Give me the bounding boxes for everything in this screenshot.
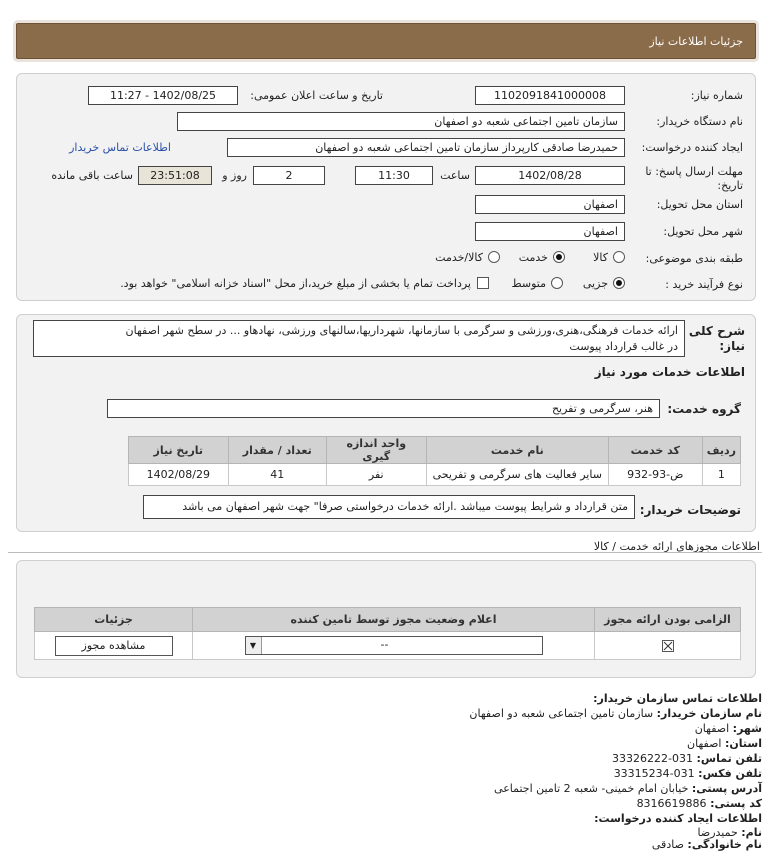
view-permit-button[interactable]: مشاهده مجوز (55, 636, 173, 656)
need-info-panel (16, 73, 756, 301)
contact-phone-value: 031-33326222 (612, 752, 694, 765)
cell-name: سایر فعالیت های سرگرمی و تفریحی (426, 464, 608, 486)
chevron-down-icon[interactable]: ▼ (246, 637, 262, 654)
cell-date: 1402/08/29 (128, 464, 228, 486)
creator-last-name-value: صادقی (651, 838, 684, 851)
col-date: تاریخ نیاز (128, 437, 228, 464)
contact-org (469, 707, 762, 720)
col-code: کد خدمت (608, 437, 702, 464)
cell-qty: 41 (228, 464, 326, 486)
need-details-panel (16, 314, 756, 532)
service-group-label: گروه خدمت: (667, 402, 741, 416)
treasury-text: پرداخت تمام یا بخشی از مبلغ خرید،از محل "اسناد خزانه اسلامی" خواهد بود. (120, 277, 471, 290)
col-unit: واحد اندازه گیری (326, 437, 426, 464)
contact-fax-label: تلفن فکس: (698, 767, 762, 780)
page-header (16, 23, 756, 59)
remaining-label: ساعت باقی مانده (51, 169, 133, 182)
contact-province-label: استان: (725, 737, 762, 750)
contact-phone (612, 752, 762, 765)
col-name: نام خدمت (426, 437, 608, 464)
category-radio-goods[interactable] (613, 251, 625, 263)
deadline-date-field: 1402/08/28 (475, 166, 625, 185)
permit-status-value: -- (380, 638, 389, 651)
cell-row: 1 (702, 464, 740, 486)
services-table (128, 436, 741, 486)
buyer-contact-link[interactable]: اطلاعات تماس خریدار (69, 141, 171, 154)
cell-permit-status (193, 632, 595, 660)
contact-postal-value: 8316619886 (636, 797, 707, 810)
category-service-label: خدمت (518, 251, 548, 264)
permits-title: اطلاعات مجوزهای ارائه خدمت / کالا (593, 540, 760, 553)
permits-table (34, 607, 741, 660)
creator-label: ایجاد کننده درخواست: (641, 141, 743, 154)
contact-address-value: خیابان امام خمینی- شعبه 2 تامین اجتماعی (494, 782, 689, 795)
buyer-org-field: سازمان تامین اجتماعی شعبه دو اصفهان (177, 112, 625, 131)
deadline-time-label: ساعت (440, 169, 470, 182)
creator-first-name-value: حمیدرضا (697, 826, 738, 839)
city-field: اصفهان (475, 222, 625, 241)
contact-city (695, 722, 762, 735)
category-goods-label: کالا (593, 251, 608, 264)
city-label: شهر محل تحویل: (663, 225, 743, 238)
creator-field: حمیدرضا صادقی کارپرداز سازمان تامین اجتماعی شعبه دو اصفهان (227, 138, 625, 157)
creator-info-title: اطلاعات ایجاد کننده درخواست: (594, 812, 762, 825)
days-label: روز و (222, 169, 247, 182)
buyer-notes-label: توضیحات خریدار: (639, 503, 741, 517)
contact-city-label: شهر: (732, 722, 762, 735)
remaining-time-field: 23:51:08 (138, 166, 212, 185)
creator-last-name-label: نام خانوادگی: (687, 838, 762, 851)
province-field: اصفهان (475, 195, 625, 214)
contact-address-label: آدرس پستی: (691, 782, 762, 795)
process-label: نوع فرآیند خرید : (665, 278, 743, 291)
deadline-label: مهلت ارسال پاسخ: تا (645, 165, 743, 178)
contact-city-value: اصفهان (694, 722, 730, 735)
summary-label: شرح کلی (688, 324, 745, 338)
permits-panel (16, 560, 756, 678)
category-radio-service[interactable] (553, 251, 565, 263)
deadline-time-field: 11:30 (355, 166, 433, 185)
permits-table-wrap (34, 607, 741, 660)
table-row (128, 464, 740, 486)
announce-date-field: 1402/08/25 - 11:27 (88, 86, 238, 105)
col-permit-details: جزئیات (35, 608, 193, 632)
col-qty: تعداد / مقدار (228, 437, 326, 464)
col-permit-required: الزامی بودن ارائه مجوز (595, 608, 741, 632)
need-number-field: 1102091841000008 (475, 86, 625, 105)
contact-phone-label: تلفن تماس: (696, 752, 762, 765)
checkbox-x-icon[interactable] (662, 640, 674, 652)
contact-address (494, 782, 762, 795)
province-label: استان محل تحویل: (656, 198, 743, 211)
contact-province-value: اصفهان (687, 737, 722, 750)
col-row: ردیف (702, 437, 740, 464)
summary-box (33, 320, 685, 357)
days-field: 2 (253, 166, 325, 185)
contact-title: اطلاعات تماس سازمان خریدار: (593, 692, 762, 705)
col-permit-status: اعلام وضعیت مجوز توسط تامین کننده (193, 608, 595, 632)
summary-label-2: نیاز: (719, 339, 745, 353)
cell-permit-required (595, 632, 741, 660)
process-radio-minor[interactable] (613, 277, 625, 289)
category-goods-service-label: کالا/خدمت (435, 251, 483, 264)
cell-unit: نفر (326, 464, 426, 486)
permit-status-select[interactable] (245, 636, 543, 655)
summary-line-1: ارائه خدمات فرهنگی،هنری،ورزشی و سرگرمی با سازمانها، شهرداریها،سالنهای ورزشی، نهادهاو ... در سطح شهر اصفهان (125, 324, 678, 337)
summary-line-2: در غالب قرارداد پیوست (569, 340, 678, 353)
services-table-wrap (128, 436, 741, 486)
buyer-org-label: نام دستگاه خریدار: (656, 115, 743, 128)
buyer-notes-field: متن قرارداد و شرایط پیوست میباشد .ارائه خدمات درخواستی صرفا" جهت شهر اصفهان می باشد (143, 495, 635, 519)
page-title: جزئیات اطلاعات نیاز (649, 35, 743, 48)
deadline-date-label: تاریخ: (717, 179, 743, 192)
service-group-field: هنر، سرگرمی و تفریح (107, 399, 660, 418)
creator-first-name-label: نام: (741, 826, 762, 839)
category-radio-goods-service[interactable] (488, 251, 500, 263)
contact-postal (637, 797, 762, 810)
cell-permit-details (35, 632, 193, 660)
contact-fax-value: 031-33315234 (613, 767, 695, 780)
contact-org-label: نام سازمان خریدار: (656, 707, 762, 720)
process-minor-label: جزیی (582, 277, 608, 290)
table-row (35, 632, 741, 660)
divider (8, 552, 762, 553)
announce-date-label: تاریخ و ساعت اعلان عمومی: (250, 89, 383, 102)
contact-postal-label: کد پستی: (710, 797, 762, 810)
need-number-label: شماره نیاز: (690, 89, 743, 102)
contact-fax (614, 767, 762, 780)
category-label: طبقه بندی موضوعی: (645, 252, 743, 265)
contact-province (687, 737, 762, 750)
process-medium-label: متوسط (511, 277, 546, 290)
treasury-checkbox[interactable] (477, 277, 489, 289)
contact-org-value: سازمان تامین اجتماعی شعبه دو اصفهان (469, 707, 654, 720)
services-title: اطلاعات خدمات مورد نیاز (594, 365, 745, 379)
cell-code: ض-93-932 (608, 464, 702, 486)
process-radio-medium[interactable] (551, 277, 563, 289)
